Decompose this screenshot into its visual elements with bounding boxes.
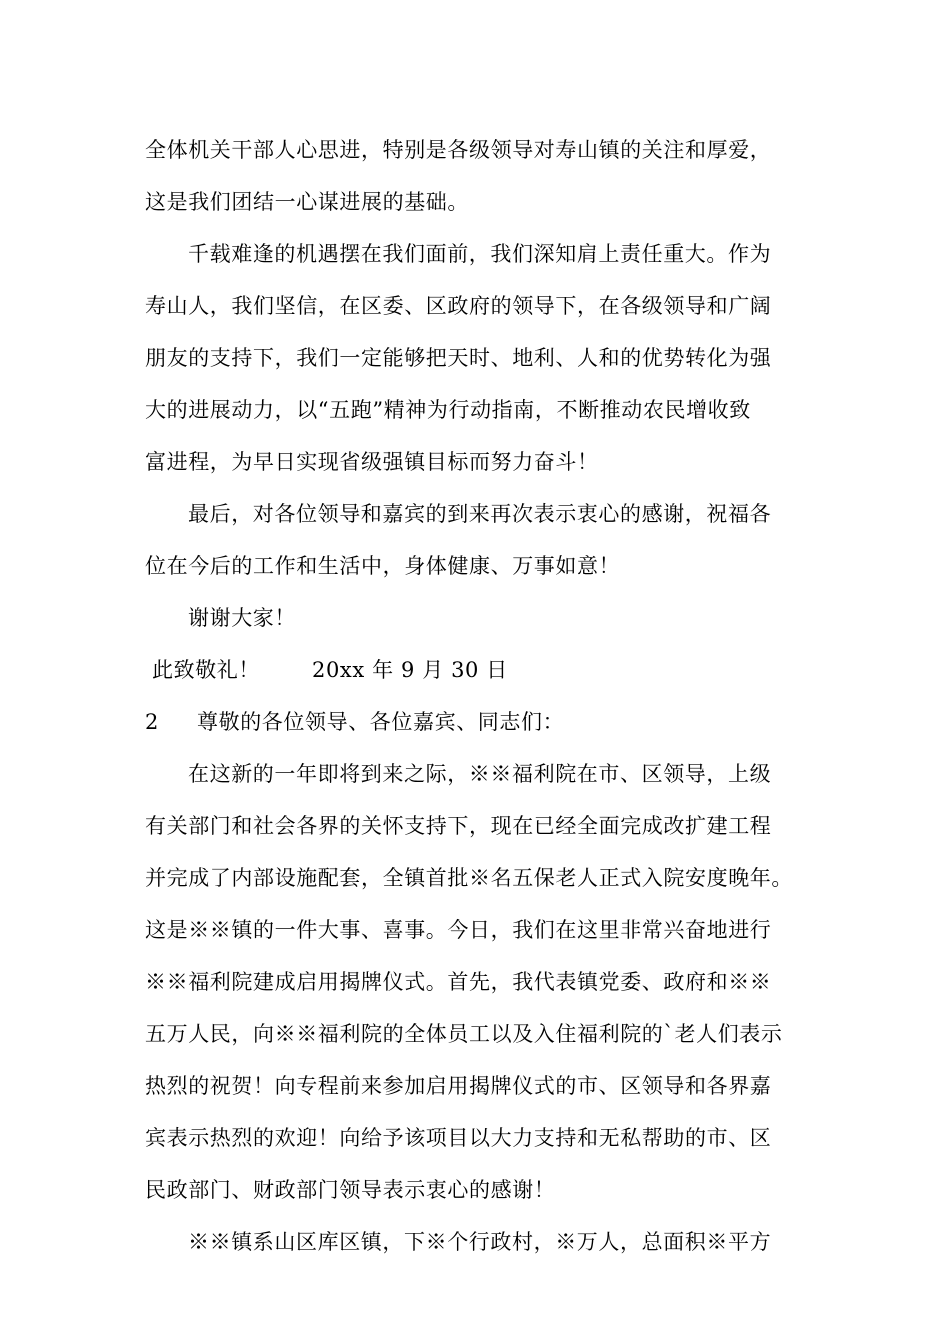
paragraph-line: 寿山人，我们坚信，在区委、区政府的领导下，在各级领导和广阔: [145, 294, 772, 318]
signature-line: [152, 644, 508, 696]
paragraph-line: ※※福利院建成启用揭牌仪式。首先，我代表镇党委、政府和※※: [145, 970, 772, 994]
paragraph-line: 有关部门和社会各界的关怀支持下，现在已经全面完成改扩建工程: [145, 814, 772, 838]
closing-text: 此致敬礼！: [152, 658, 260, 682]
paragraph-line: 宾表示热烈的欢迎！向给予该项目以大力支持和无私帮助的市、区: [145, 1126, 772, 1150]
paragraph-line: 全体机关干部人心思进，特别是各级领导对寿山镇的关注和厚爱，: [145, 138, 772, 162]
section-heading: [145, 696, 564, 748]
paragraph-line: 富进程，为早日实现省级强镇目标而努力奋斗！: [145, 450, 599, 474]
paragraph-line: 大的进展动力，以“五跑”精神为行动指南，不断推动农民增收致: [145, 398, 751, 422]
paragraph-line: 并完成了内部设施配套，全镇首批※名五保老人正式入院安度晚年。: [145, 866, 793, 890]
paragraph-line: 这是※※镇的一件大事、喜事。今日，我们在这里非常兴奋地进行: [145, 918, 772, 942]
greeting-text: 尊敬的各位领导、各位嘉宾、同志们：: [197, 710, 565, 734]
paragraph-line: 五万人民，向※※福利院的全体员工以及入住福利院的`老人们表示: [145, 1022, 783, 1046]
date-text: 20xx 年 9 月 30 日: [312, 658, 508, 682]
paragraph-line: 朋友的支持下，我们一定能够把天时、地利、人和的优势转化为强: [145, 346, 772, 370]
paragraph-line: ※※镇系山区库区镇，下※个行政村，※万人，总面积※平方: [188, 1230, 772, 1254]
paragraph-line: 民政部门、财政部门领导表示衷心的感谢！: [145, 1178, 556, 1202]
section-number: 2: [145, 710, 159, 734]
paragraph-line: 在这新的一年即将到来之际，※※福利院在市、区领导，上级: [188, 762, 772, 786]
paragraph-line: 最后，对各位领导和嘉宾的到来再次表示衷心的感谢，祝福各: [188, 502, 772, 526]
paragraph-line: 位在今后的工作和生活中，身体健康、万事如意！: [145, 554, 621, 578]
paragraph-line: 热烈的祝贺！向专程前来参加启用揭牌仪式的市、区领导和各界嘉: [145, 1074, 772, 1098]
paragraph-line: 谢谢大家！: [188, 606, 296, 630]
paragraph-line: 千载难逢的机遇摆在我们面前，我们深知肩上责任重大。作为: [188, 242, 772, 266]
paragraph-line: 这是我们团结一心谋进展的基础。: [145, 190, 469, 214]
